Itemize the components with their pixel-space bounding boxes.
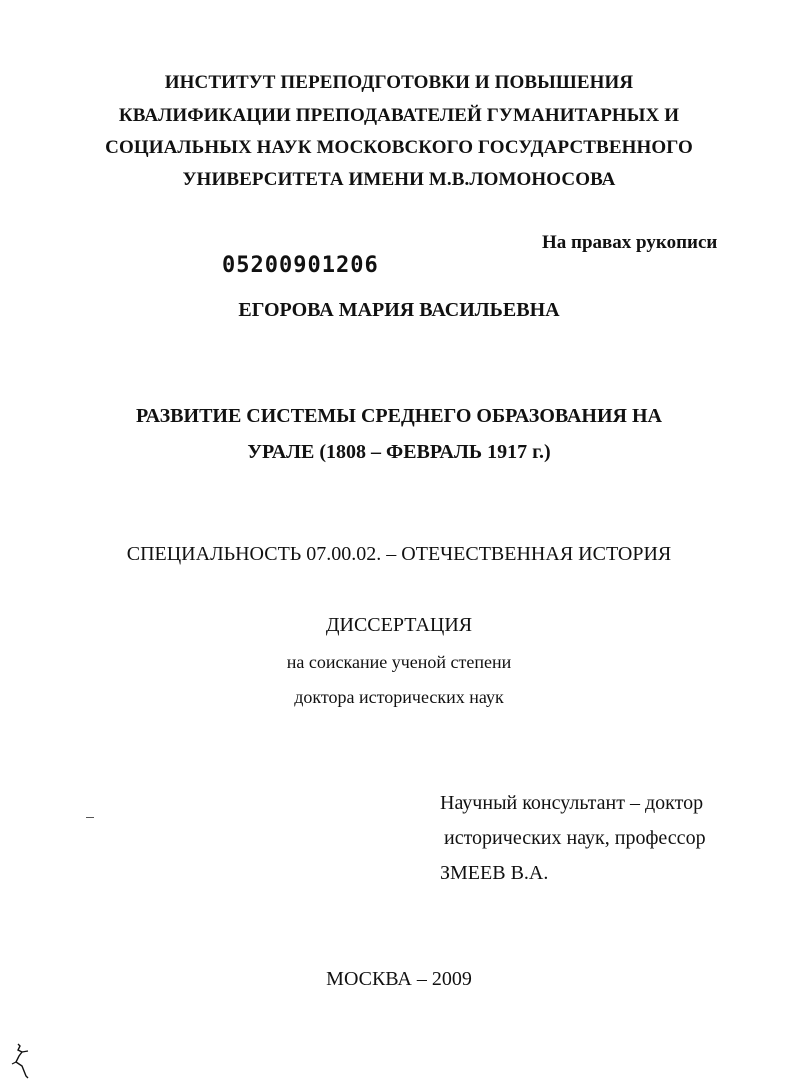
dissertation-title-line-2: УРАЛЕ (1808 – ФЕВРАЛЬ 1917 г.) — [247, 441, 551, 463]
consultant-line-2: исторических наук, профессор — [444, 827, 706, 849]
degree-line-2: доктора исторических наук — [294, 687, 504, 707]
institution-line-3: СОЦИАЛЬНЫХ НАУК МОСКОВСКОГО ГОСУДАРСТВЕННОГО — [105, 137, 693, 158]
consultant-line-3: ЗМЕЕВ В.А. — [440, 862, 549, 884]
institution-line-2: КВАЛИФИКАЦИИ ПРЕПОДАВАТЕЛЕЙ ГУМАНИТАРНЫХ И — [118, 105, 680, 126]
scan-corner-mark-icon — [10, 1040, 38, 1080]
institution-line-1: ИНСТИТУТ ПЕРЕПОДГОТОВКИ И ПОВЫШЕНИЯ — [164, 72, 634, 93]
consultant-line-1: Научный консультант – доктор — [440, 792, 704, 814]
specialty: СПЕЦИАЛЬНОСТЬ 07.00.02. – ОТЕЧЕСТВЕННАЯ ИСТОРИЯ — [126, 543, 672, 565]
dissertation-title-line-1: РАЗВИТИЕ СИСТЕМЫ СРЕДНЕГО ОБРАЗОВАНИЯ НА — [136, 405, 662, 427]
degree-line-1: на соискание ученой степени — [286, 652, 512, 672]
city-year: МОСКВА – 2009 — [326, 968, 472, 990]
scan-dash-mark — [86, 817, 94, 818]
author-name: ЕГОРОВА МАРИЯ ВАСИЛЬЕВНА — [238, 299, 560, 321]
registration-code: 05200901206 — [222, 253, 379, 278]
manuscript-rights: На правах рукописи — [542, 232, 718, 253]
institution-line-4: УНИВЕРСИТЕТА ИМЕНИ М.В.ЛОМОНОСОВА — [182, 169, 616, 190]
dissertation-heading: ДИССЕРТАЦИЯ — [325, 614, 473, 636]
